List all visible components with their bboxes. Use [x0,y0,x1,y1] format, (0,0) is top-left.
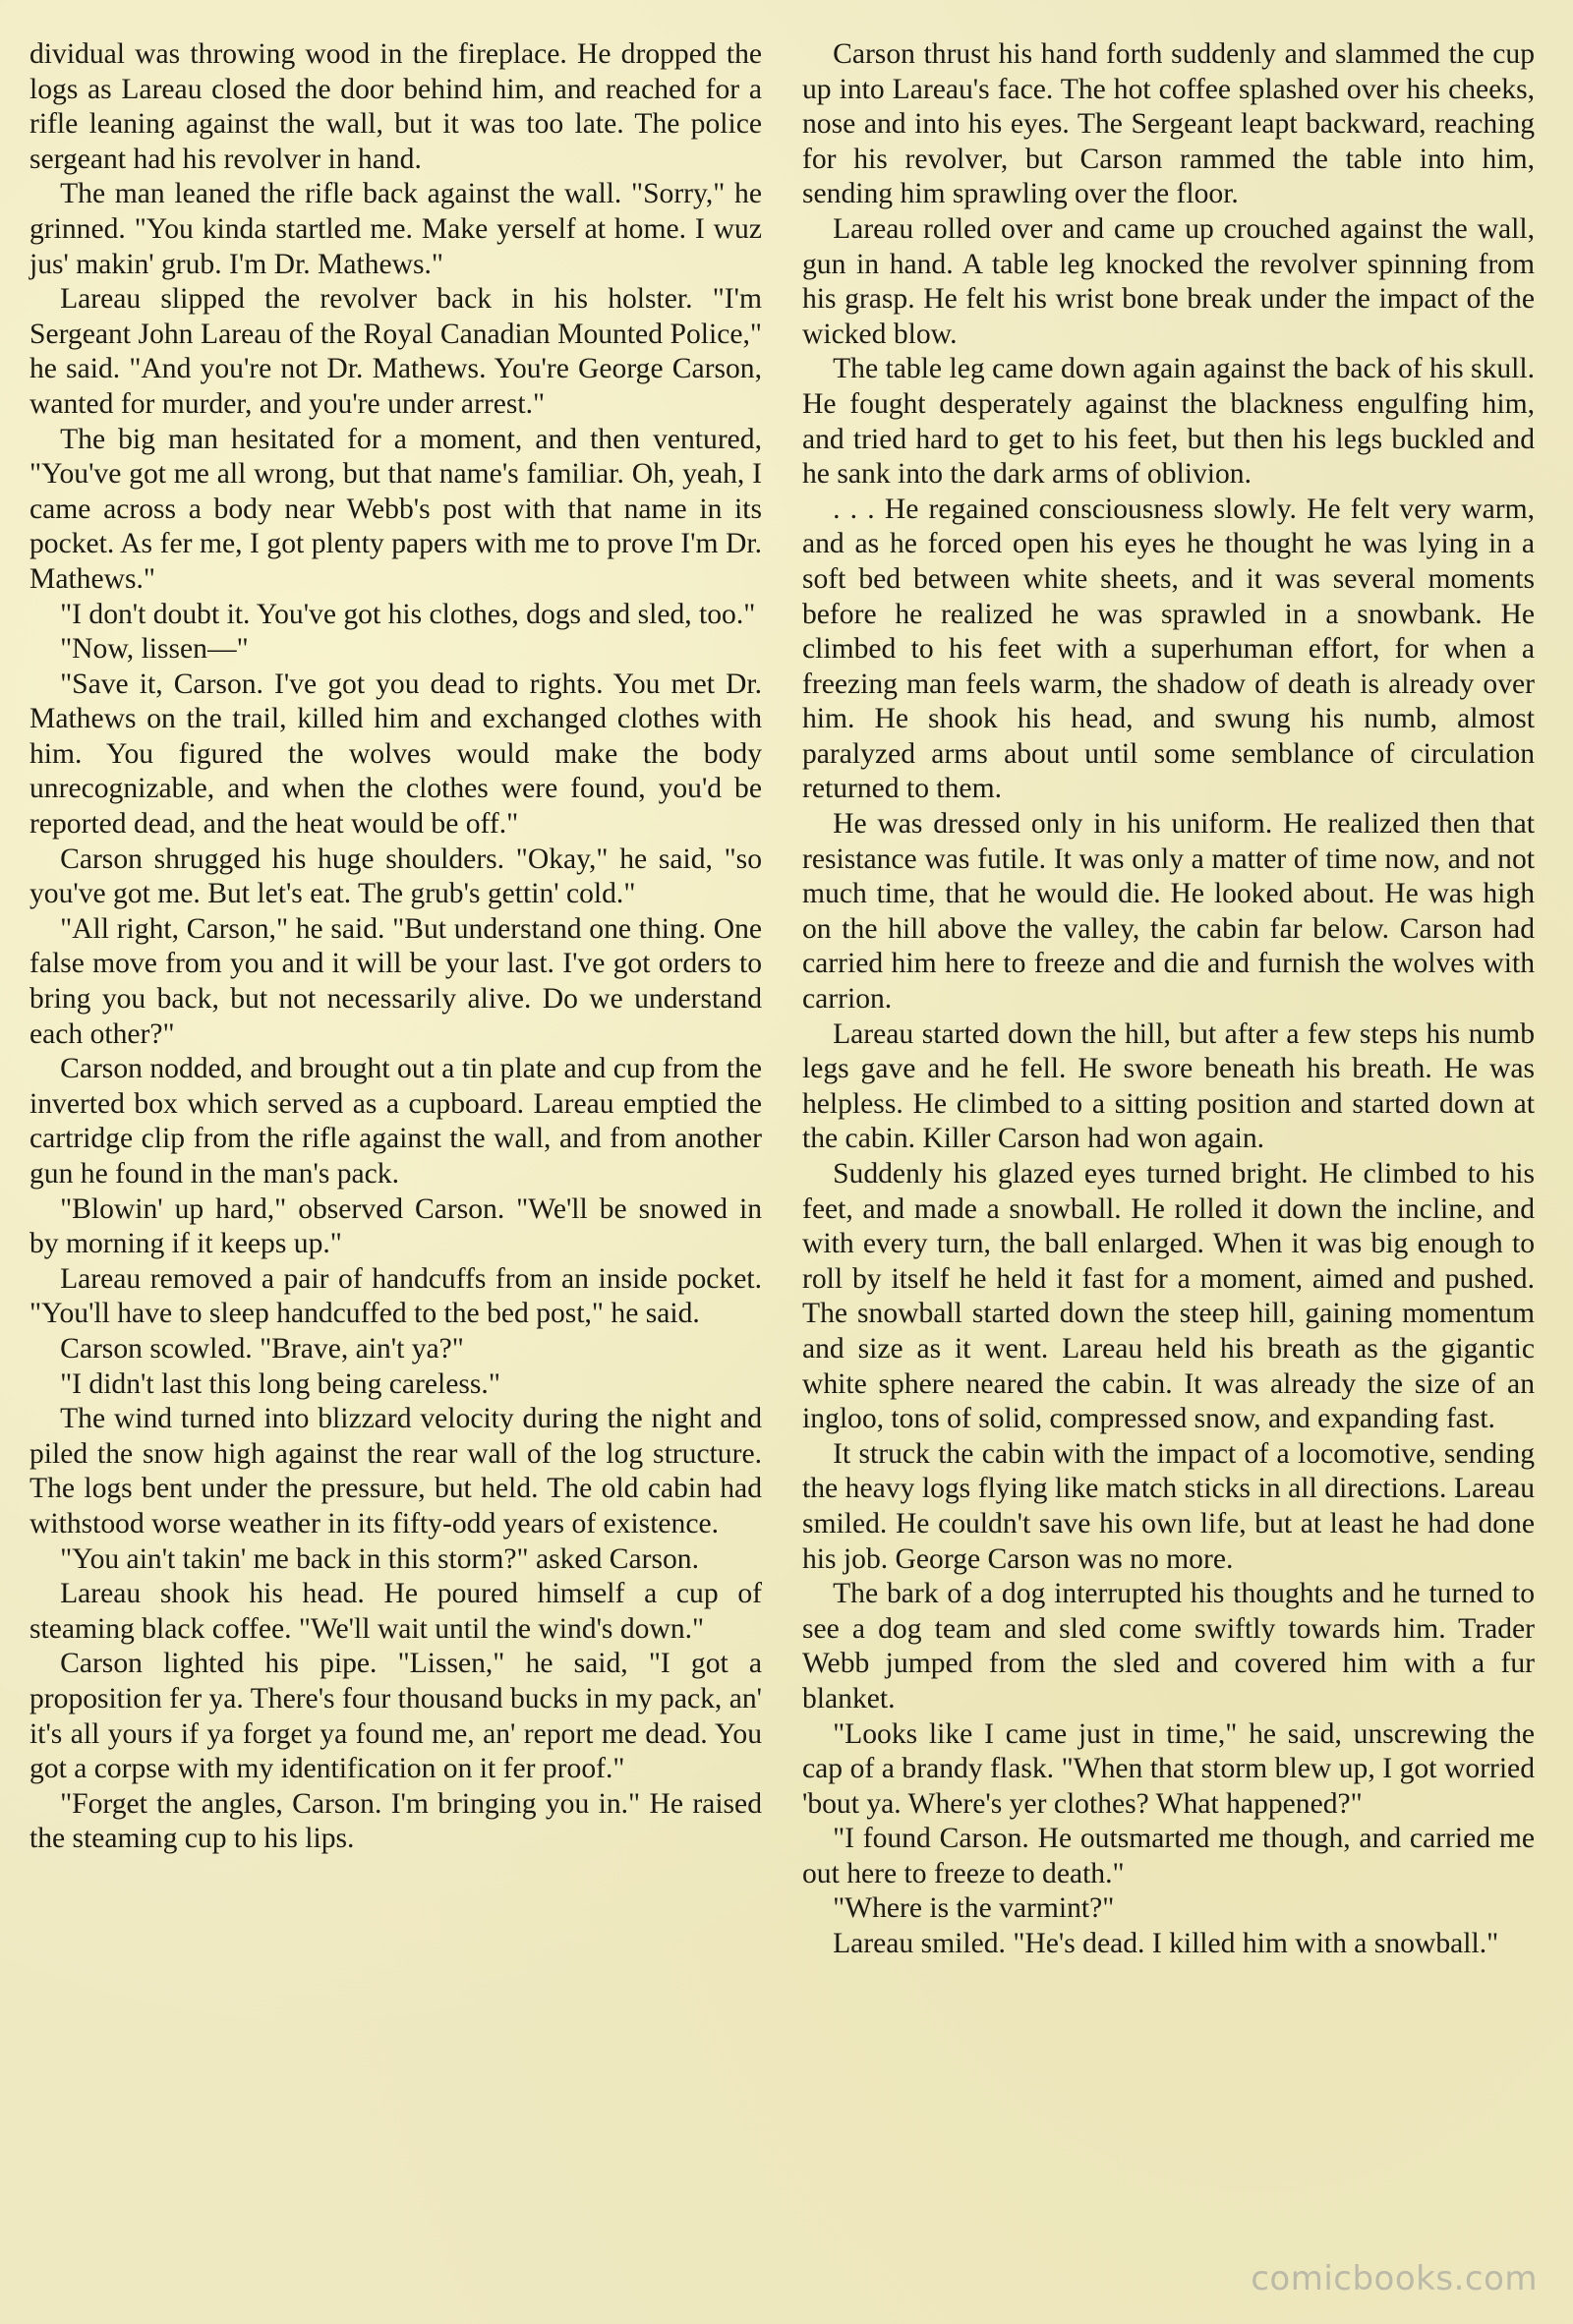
paragraph: The big man hesitated for a moment, and then ventured, "You've got me all wrong, but that name's familiar. Oh, yeah, I came across a body near Webb's post with that name in its pocket. As fer me, I got plenty papers with me to prove I'm Dr. Mathews." [29,423,762,595]
paragraph: "Where is the varmint?" [833,1892,1115,1925]
paragraph: "I didn't last this long being careless." [60,1367,500,1400]
paragraph: "Forget the angles, Carson. I'm bringing you in." He raised the steaming cup to his lips. [29,1787,762,1855]
paragraph: "All right, Carson," he said. "But understand one thing. One false move from you and it will be your last. I've got orders to bring you back, but not necessarily alive. Do we understand each other?" [29,912,762,1050]
paragraph: Lareau started down the hill, but after a few steps his numb legs gave and he fell. He swore beneath his breath. He was helpless. He climbed to a sitting position and started down at the cabin. Killer Carson had won again. [802,1017,1535,1155]
paragraph: Lareau removed a pair of handcuffs from an inside pocket. "You'll have to sleep handcuffed to the bed post," he said. [29,1262,762,1330]
paragraph: "I don't doubt it. You've got his clothes, dogs and sled, too." [60,598,756,630]
left-text-column [29,37,762,1857]
paragraph: It struck the cabin with the impact of a locomotive, sending the heavy logs flying like match sticks in all directions. Lareau smiled. He couldn't save his own life, but at least he had done his job. George Carson was no more. [802,1437,1535,1575]
right-text-column [802,37,1535,1962]
paragraph: The bark of a dog interrupted his thoughts and he turned to see a dog team and sled come swiftly towards him. Trader Webb jumped from the sled and covered him with a fur blanket. [802,1578,1535,1714]
paragraph: dividual was throwing wood in the fireplace. He dropped the logs as Lareau closed the door behind him, and reached for a rifle leaning against the wall, but it was too late. The police sergeant had his revolver in hand. [29,38,762,175]
paragraph: Carson nodded, and brought out a tin plate and cup from the inverted box which served as a cupboard. Lareau emptied the cartridge clip from the rifle against the wall, and from another gun he found in the man's pack. [29,1053,762,1190]
paragraph: "Looks like I came just in time," he said, unscrewing the cap of a brandy flask. "When that storm blew up, I got worried 'bout ya. Where's yer clothes? What happened?" [802,1717,1535,1820]
paragraph: Suddenly his glazed eyes turned bright. He climbed to his feet, and made a snowball. He rolled it down the incline, and with every turn, the ball enlarged. When it was big enough to roll by itself he held it fast for a moment, aimed and pushed. The snowball started down the steep hill, gaining momentum and size as it went. Lareau held his breath as the gigantic white sphere neared the cabin. It was already the size of an ingloo, tons of solid, compressed snow, and expanding fast. [802,1158,1535,1435]
paragraph: "You ain't takin' me back in this storm?" asked Carson. [60,1542,699,1575]
paragraph: Carson thrust his hand forth suddenly and slammed the cup up into Lareau's face. The hot coffee splashed over his cheeks, nose and into his eyes. The Sergeant leapt backward, reaching for his revolver, but Carson rammed the table into him, sending him sprawling over the floor. [802,38,1535,210]
paragraph: Carson shrugged his huge shoulders. "Okay," he said, "so you've got me. But let's eat. The grub's gettin' cold." [29,842,762,910]
paragraph: Lareau rolled over and came up crouched against the wall, gun in hand. A table leg knocked the revolver spinning from his grasp. He felt his wrist bone break under the impact of the wicked blow. [802,212,1535,350]
paragraph: Lareau slipped the revolver back in his holster. "I'm Sergeant John Lareau of the Royal Canadian Mounted Police," he said. "And you're not Dr. Mathews. You're George Carson, wanted for murder, and you're under arrest." [29,283,762,420]
paragraph: Carson lighted his pipe. "Lissen," he said, "I got a proposition fer ya. There's four thousand bucks in my pack, an' it's all yours if ya forget ya found me, an' report me dead. You got a corpse with my identification on it fer proof." [29,1648,762,1785]
site-watermark: comicbooks.com [1251,2259,1538,2298]
paragraph: "Now, lissen—" [60,633,249,666]
paragraph: The table leg came down again against the back of his skull. He fought desperately against the blackness engulfing him, and tried hard to get to his feet, but then his legs buckled and he sank into the dark arms of oblivion. [802,353,1535,491]
paragraph: He was dressed only in his uniform. He realized then that resistance was futile. It was only a matter of time now, and not much time, that he would die. He looked about. He was high on the hill above the valley, the cabin far below. Carson had carried him here to freeze and die and furnish the wolves with carrion. [802,808,1535,1016]
paragraph: Lareau shook his head. He poured himself a cup of steaming black coffee. "We'll wait until the wind's down." [29,1578,762,1645]
paragraph: "Blowin' up hard," observed Carson. "We'll be snowed in by morning if it keeps up." [29,1192,762,1260]
paragraph: Lareau smiled. "He's dead. I killed him with a snowball." [833,1928,1499,1960]
paragraph: "I found Carson. He outsmarted me though, and carried me out here to freeze to death." [802,1823,1535,1889]
paragraph: The man leaned the rifle back against the wall. "Sorry," he grinned. "You kinda startled me. Make yerself at home. I wuz jus' makin' grub. I'm Dr. Mathews." [29,178,762,280]
paragraph: . . . He regained consciousness slowly. He felt very warm, and as he forced open his eyes he thought he was lying in a soft bed between white sheets, and it was several moments before he realized he was sprawled in a snowbank. He climbed to his feet with a superhuman effort, for when a freezing man feels warm, the shadow of death is already over him. He shook his head, and swung his numb, almost paralyzed arms about until some semblance of circulation returned to them. [802,493,1535,805]
paragraph: Carson scowled. "Brave, ain't ya?" [60,1332,464,1365]
paragraph: "Save it, Carson. I've got you dead to rights. You met Dr. Mathews on the trail, killed him and exchanged clothes with him. You figured the wolves would make the body unrecognizable, and when the clothes were found, you'd be reported dead, and the heat would be off." [29,668,762,841]
paragraph: The wind turned into blizzard velocity during the night and piled the snow high against the rear wall of the log structure. The logs bent under the pressure, but held. The old cabin had withstood worse weather in its fifty-odd years of existence. [29,1403,762,1540]
